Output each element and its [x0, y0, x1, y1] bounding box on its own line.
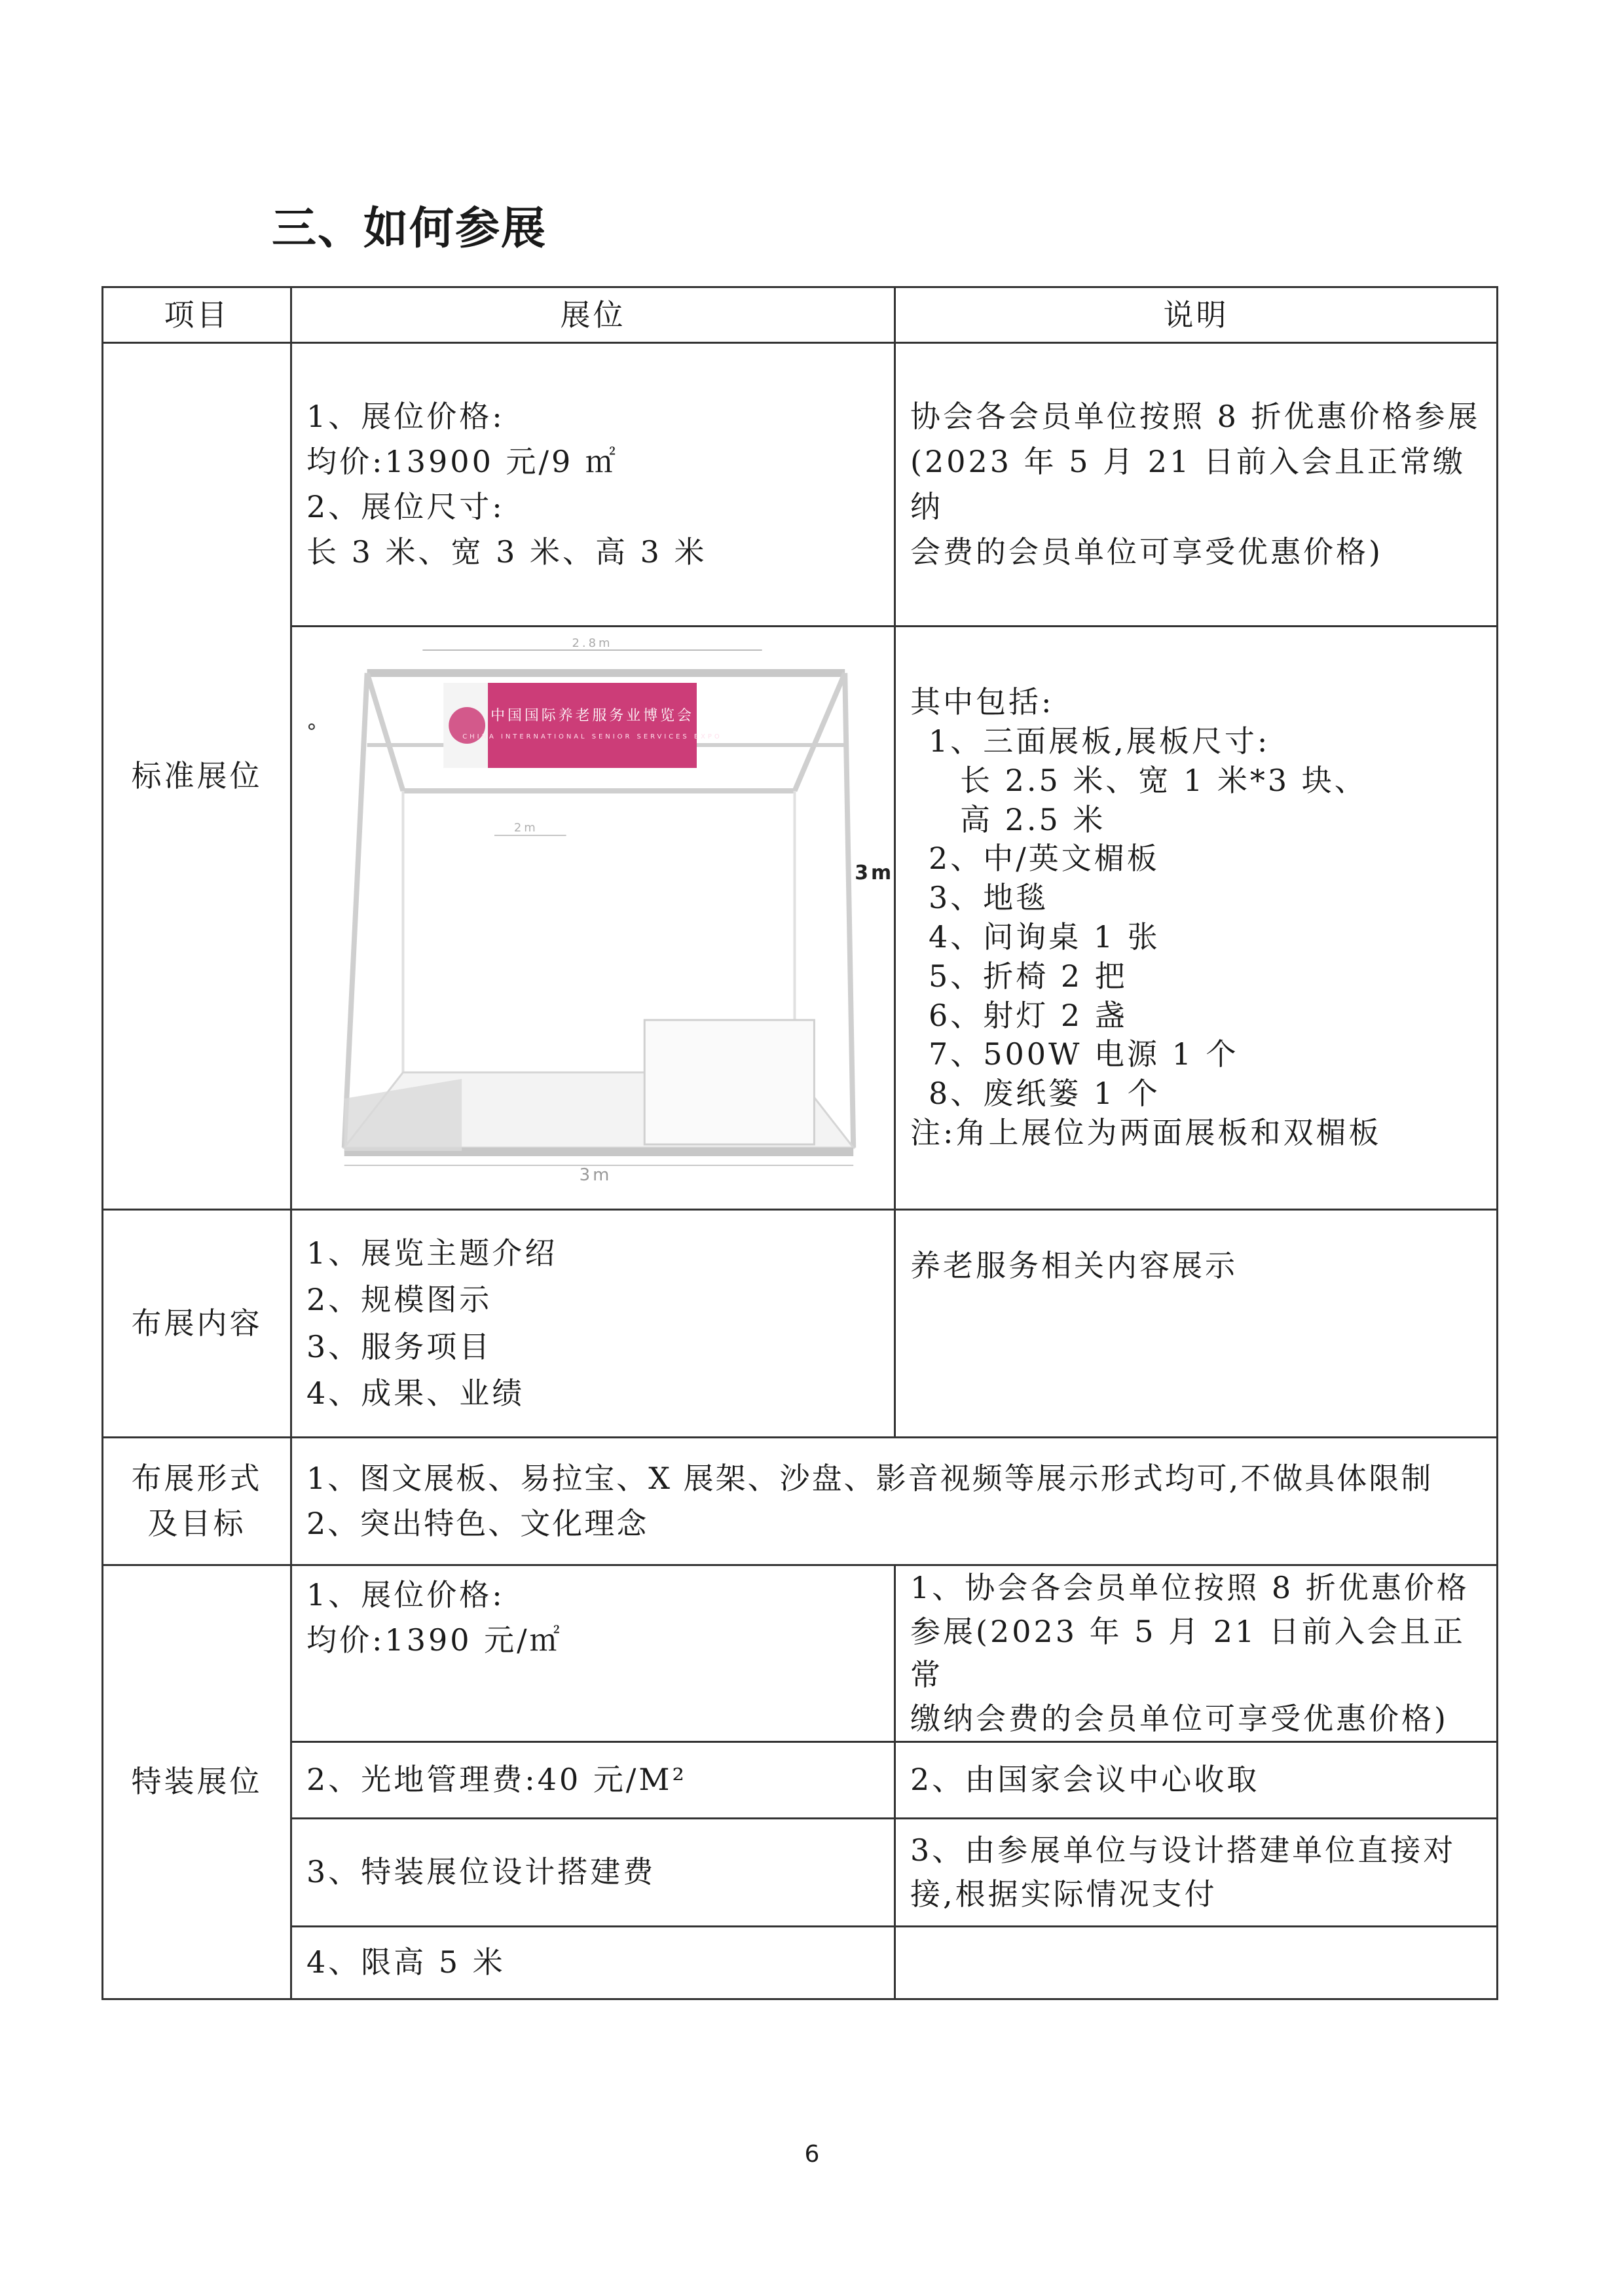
content-item: 3、服务项目 — [306, 1328, 492, 1364]
form-label — [103, 1438, 291, 1565]
banner-title: 中国国际养老服务业博览会 — [490, 707, 694, 725]
special-row-2 — [103, 1741, 1498, 1818]
header-booth: 展位 — [291, 287, 895, 343]
standard-price-line: 长 3 米、宽 3 米、高 3 米 — [306, 534, 707, 570]
form-row — [103, 1438, 1498, 1565]
standard-price-note-cell — [895, 343, 1498, 627]
special-build-cell: 3、特装展位设计搭建费 — [291, 1818, 895, 1926]
content-item: 2、规模图示 — [306, 1282, 492, 1318]
include-line: 2、中/英文楣板 — [929, 841, 1160, 877]
standard-note-line: 会费的会员单位可享受优惠价格) — [910, 534, 1383, 570]
content-label: 布展内容 — [103, 1210, 291, 1438]
booth-image-cell — [291, 627, 895, 1210]
special-row-4 — [103, 1926, 1498, 1999]
special-booth-label: 特装展位 — [103, 1565, 291, 1999]
include-line: 4、问询桌 1 张 — [929, 919, 1160, 955]
special-right-line: 参展(2023 年 5 月 21 日前入会且正常 — [910, 1613, 1466, 1693]
content-row — [103, 1210, 1498, 1438]
dim-inner-label: 2m — [513, 820, 538, 835]
special-fee-cell: 2、光地管理费:40 元/M² — [291, 1741, 895, 1818]
form-label-line: 及目标 — [147, 1506, 246, 1541]
header-item: 项目 — [103, 287, 291, 343]
special-left-line: 1、展位价格: — [306, 1577, 505, 1613]
dim-height-label: 3m — [855, 861, 894, 885]
include-note-line: 注:角上展位为两面展板和双楣板 — [910, 1114, 1382, 1150]
special-build-note-cell — [895, 1818, 1498, 1926]
standard-price-cell — [291, 343, 895, 627]
special-height-cell: 4、限高 5 米 — [291, 1926, 895, 1999]
include-line: 6、射灯 2 盏 — [929, 997, 1128, 1033]
content-items-cell — [291, 1210, 895, 1438]
dim-bottom-label: 3m — [579, 1165, 612, 1186]
header-description: 说明 — [895, 287, 1498, 343]
include-line: 3、地毯 — [929, 880, 1049, 916]
page-number: 6 — [804, 2141, 820, 2168]
standard-price-line: 均价:13900 元/9 ㎡ — [306, 444, 618, 479]
booth-banner — [488, 683, 697, 768]
special-price-note-cell — [895, 1565, 1498, 1742]
include-line: 7、500W 电源 1 个 — [929, 1036, 1239, 1072]
content-item: 1、展览主题介绍 — [306, 1235, 558, 1271]
standard-note-line: (2023 年 5 月 21 日前入会且正常缴纳 — [910, 444, 1466, 524]
form-item: 1、图文展板、易拉宝、X 展架、沙盘、影音视频等展示形式均可,不做具体限制 — [306, 1461, 1433, 1496]
dim-top-label: 2.8m — [572, 636, 613, 651]
special-right-line: 1、协会各会员单位按照 8 折优惠价格 — [910, 1570, 1469, 1605]
standard-price-line: 2、展位尺寸: — [306, 489, 505, 524]
content-note-cell: 养老服务相关内容展示 — [895, 1210, 1498, 1438]
form-items-cell — [291, 1438, 1498, 1565]
booth-diagram — [292, 627, 894, 1209]
special-price-cell — [291, 1565, 895, 1742]
standard-note-line: 协会各会员单位按照 8 折优惠价格参展 — [910, 399, 1481, 434]
special-left-line: 均价:1390 元/㎡ — [306, 1622, 563, 1658]
special-right-line: 缴纳会费的会员单位可享受优惠价格) — [910, 1701, 1449, 1737]
standard-includes-cell — [895, 627, 1498, 1210]
special-height-note-cell — [895, 1926, 1498, 1999]
special-fee-note-cell: 2、由国家会议中心收取 — [895, 1741, 1498, 1818]
table-header-row — [103, 287, 1498, 343]
exhibit-table — [101, 286, 1498, 2000]
section-heading: 三、如何参展 — [272, 203, 547, 255]
special-row-1 — [103, 1565, 1498, 1742]
form-item: 2、突出特色、文化理念 — [306, 1506, 649, 1541]
form-label-line: 布展形式 — [131, 1461, 263, 1496]
content-item: 4、成果、业绩 — [306, 1375, 525, 1411]
include-line: 长 2.5 米、宽 1 米*3 块、 — [960, 762, 1367, 798]
standard-booth-image-row — [103, 627, 1498, 1210]
standard-price-row — [103, 343, 1498, 627]
standard-booth-label: 标准展位 — [103, 343, 291, 1210]
include-line: 8、废纸篓 1 个 — [929, 1076, 1160, 1112]
banner-subtitle: CHINA INTERNATIONAL SENIOR SERVICES EXPO — [462, 733, 722, 741]
special-right-line: 接,根据实际情况支付 — [910, 1876, 1217, 1912]
special-right-line: 3、由参展单位与设计搭建单位直接对 — [910, 1832, 1456, 1868]
include-line: 5、折椅 2 把 — [929, 958, 1128, 994]
include-line: 高 2.5 米 — [960, 801, 1106, 837]
include-line: 1、三面展板,展板尺寸: — [929, 723, 1270, 759]
standard-price-line: 1、展位价格: — [306, 399, 505, 434]
special-row-3 — [103, 1818, 1498, 1926]
include-line: 其中包括: — [910, 684, 1054, 720]
